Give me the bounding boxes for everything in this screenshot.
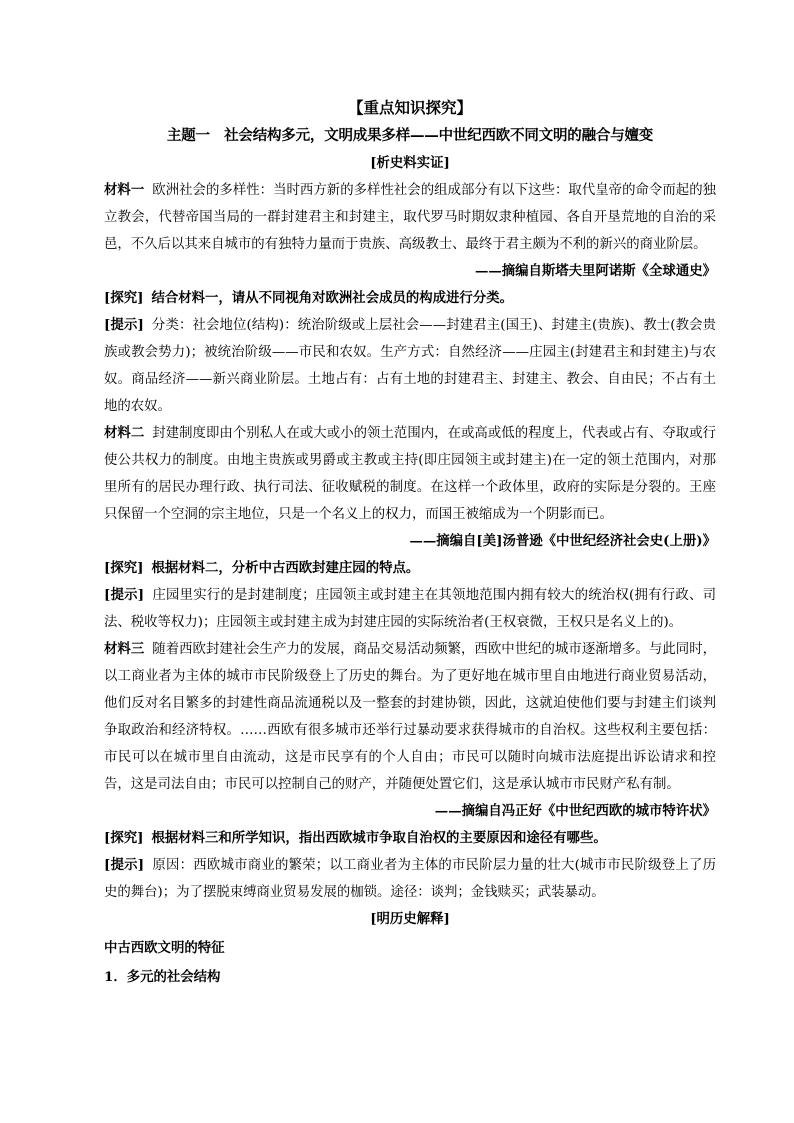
list-item-1: 1．多元的社会结构 xyxy=(104,969,221,985)
material-2-text: 封建制度即由个别私人在或大或小的领土范围内，在或高或低的程度上，代表或占有、夺取或行使公共权力的制度。由地主贵族或男爵或主教或主持(即庄园领主或封建主)在一定的领土范围内，对那里所有的居民办理行政、执行司法、征收赋税的制度。在这样一个政体里，政府的实际是分裂的。王座只保留一个空洞的宗主地位，只是一个名义上的权力，而国王被缩成为一个阴影而已。 xyxy=(104,426,717,522)
material-3-source: ——摘编自冯正好《中世纪西欧的城市特许状》 xyxy=(434,803,716,819)
document-page xyxy=(104,94,716,991)
question-2 xyxy=(104,555,716,582)
answer-2 xyxy=(104,582,716,636)
subsection-heading: 中古西欧文明的特征 xyxy=(104,940,225,956)
material-1 xyxy=(104,177,716,258)
answer-2-label: [提示] xyxy=(104,587,145,603)
question-3-text: 根据材料三和所学知识，指出西欧城市争取自治权的主要原因和途径有哪些。 xyxy=(151,830,607,846)
answer-3-label: [提示] xyxy=(104,857,145,873)
answer-3 xyxy=(104,852,716,906)
page-heading: 【重点知识探究】 xyxy=(347,98,472,117)
material-3-text: 随着西欧封建社会生产力的发展，商品交易活动频繁，西欧中世纪的城市逐渐增多。与此同时，以工商业者为主体的城市市民阶级登上了历史的舞台。为了更好地在城市里自由地进行商业贸易活动，他们反对名目繁多的封建性商品流通税以及一整套的封建协锁，因此，这就迫使他们要与封建主们谈判争取政治和经济特权。……西欧有很多城市还举行过暴动要求获得城市的自治权。这些权利主要包括：市民可以在城市里自由流动，这是市民享有的个人自由；市民可以随时向城市法庭提出诉讼请求和控告，这是司法自由；市民可以控制自己的财产，并随便处置它们，这是承认城市市民财产私有制。 xyxy=(104,642,717,792)
section-heading-explanation: [明历史解释] xyxy=(370,911,450,927)
answer-1-label: [提示] xyxy=(104,317,144,333)
material-1-source: ——摘编自斯塔夫里阿诺斯《全球通史》 xyxy=(474,263,716,279)
question-2-text: 根据材料二，分析中古西欧封建庄园的特点。 xyxy=(151,560,420,576)
material-2 xyxy=(104,420,716,528)
material-3 xyxy=(104,636,716,798)
question-2-label: [探究] xyxy=(104,560,144,576)
section-heading-analysis: [析史料实证] xyxy=(370,155,450,171)
question-1 xyxy=(104,285,716,312)
answer-2-text: 庄园里实行的是封建制度；庄园领主或封建主在其领地范围内拥有较大的统治权(拥有行政、司法、税收等权力)；庄园领主或封建主成为封建庄园的实际统治者(王权衰微，王权只是名义上的)。 xyxy=(104,588,716,630)
material-1-text: 欧洲社会的多样性：当时西方新的多样性社会的组成部分有以下这些：取代皇帝的命令而起的独立教会，代替帝国当局的一群封建君主和封建主，取代罗马时期奴隶种植园、各自开垦荒地的自治的采邑，不久后以其来自城市的有独特力量而于贵族、高级教士、最终于君主颇为不利的新兴的商业阶层。 xyxy=(104,183,717,252)
question-1-text: 结合材料一，请从不同视角对欧洲社会成员的构成进行分类。 xyxy=(151,290,513,306)
material-2-source: ——摘编自[美]汤普逊《中世纪经济社会史(上册)》 xyxy=(409,533,716,549)
material-2-label: 材料二 xyxy=(104,425,145,441)
question-3-label: [探究] xyxy=(104,830,144,846)
material-1-label: 材料一 xyxy=(104,182,145,198)
topic-title: 主题一 社会结构多元，文明成果多样——中世纪西欧不同文明的融合与嬗变 xyxy=(166,127,654,144)
material-3-label: 材料三 xyxy=(104,641,145,657)
question-3 xyxy=(104,825,716,852)
answer-1-text: 分类：社会地位(结构)：统治阶级或上层社会——封建君主(国王)、封建主(贵族)、教士(教会贵族或教会势力)；被统治阶级——市民和农奴。生产方式：自然经济——庄园主(封建君主和封建主)与农奴。商品经济——新兴商业阶层。土地占有：占有土地的封建君主、封建主、教会、自由民；不占有土地的农奴。 xyxy=(104,318,716,414)
answer-1 xyxy=(104,312,716,420)
question-1-label: [探究] xyxy=(104,290,144,306)
answer-3-text: 原因：西欧城市商业的繁荣；以工商业者为主体的市民阶层力量的壮大(城市市民阶级登上了历史的舞台)；为了摆脱束缚商业贸易发展的枷锁。途径：谈判；金钱赎买；武装暴动。 xyxy=(104,858,716,900)
